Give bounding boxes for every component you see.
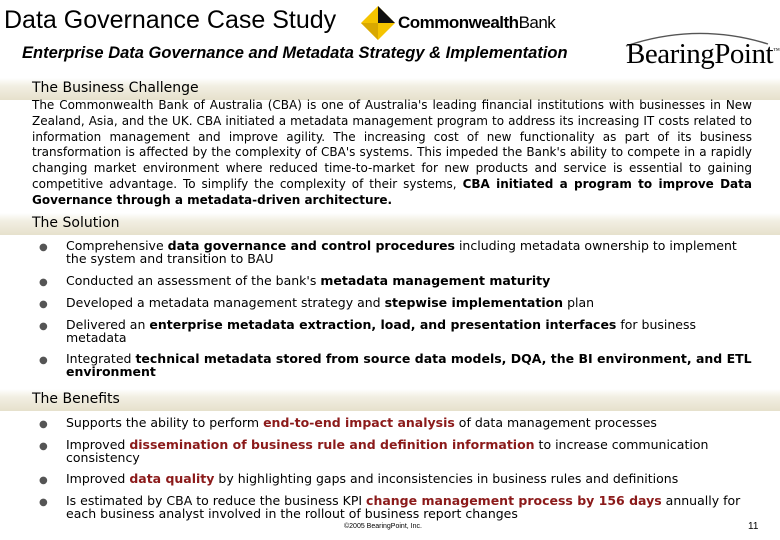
list-item: ● Integrated technical metadata stored from source data models, DQA, the BI environment, and ETL environment bbox=[39, 351, 752, 379]
page-number: 11 bbox=[748, 521, 759, 532]
list-item: ● Is estimated by CBA to reduce the business KPI change management process by 156 days annually for each business analyst involved in the rollout of business report changes bbox=[39, 493, 741, 521]
cba-logo-text: CommonwealthBank bbox=[398, 13, 556, 32]
bullet-icon: ● bbox=[39, 419, 48, 430]
list-item: ● Developed a metadata management strategy and stepwise implementation plan bbox=[39, 295, 595, 310]
bullet-icon: ● bbox=[39, 321, 48, 332]
bullet-icon: ● bbox=[39, 475, 48, 486]
challenge-heading: The Business Challenge bbox=[32, 80, 199, 96]
list-item: ● Comprehensive data governance and control procedures including metadata ownership to implement the system and transition to BAU bbox=[39, 238, 737, 266]
bullet-icon: ● bbox=[39, 299, 48, 310]
bullet-icon: ● bbox=[39, 497, 48, 508]
page-subtitle: Enterprise Data Governance and Metadata Strategy & Implementation bbox=[22, 44, 568, 62]
benefits-heading: The Benefits bbox=[32, 391, 120, 407]
bullet-icon: ● bbox=[39, 277, 48, 288]
copyright-text: ©2005 BearingPoint, Inc. bbox=[344, 523, 422, 530]
list-item: ● Delivered an enterprise metadata extraction, load, and presentation interfaces for business metadata bbox=[39, 317, 696, 345]
bullet-icon: ● bbox=[39, 355, 48, 366]
list-item: ● Supports the ability to perform end-to-end impact analysis of data management processes bbox=[39, 415, 657, 430]
bearingpoint-logo: BearingPoint™ bbox=[626, 38, 780, 70]
list-item: ● Improved dissemination of business rule and definition information to increase communication consistency bbox=[39, 437, 709, 465]
solution-heading: The Solution bbox=[32, 215, 120, 231]
bullet-icon: ● bbox=[39, 441, 48, 452]
list-item: ● Improved data quality by highlighting gaps and inconsistencies in business rules and definitions bbox=[39, 471, 679, 486]
cba-diamond-icon bbox=[360, 5, 396, 41]
challenge-paragraph: The Commonwealth Bank of Australia (CBA) is one of Australia's leading financial institutions with businesses in New Zealand, Asia, and the UK. CBA initiated a metadata management program to address its increasing IT costs related to information management and improve agility. The increasing cost of new functionality as part of its business transformation is affected by the complexity of CBA's systems. This impeded the Bank's ability to compete in a rapidly changing market environment where reduced time-to-market for new products and service is essential to gaining competitive advantage. To simplify the complexity of their systems, CBA initiated a program to improve Data Governance through a metadata-driven architecture. bbox=[32, 98, 752, 207]
bullet-icon: ● bbox=[39, 242, 48, 253]
page-title: Data Governance Case Study bbox=[4, 6, 337, 34]
list-item: ● Conducted an assessment of the bank's metadata management maturity bbox=[39, 273, 551, 288]
commonwealth-bank-logo bbox=[360, 6, 555, 40]
